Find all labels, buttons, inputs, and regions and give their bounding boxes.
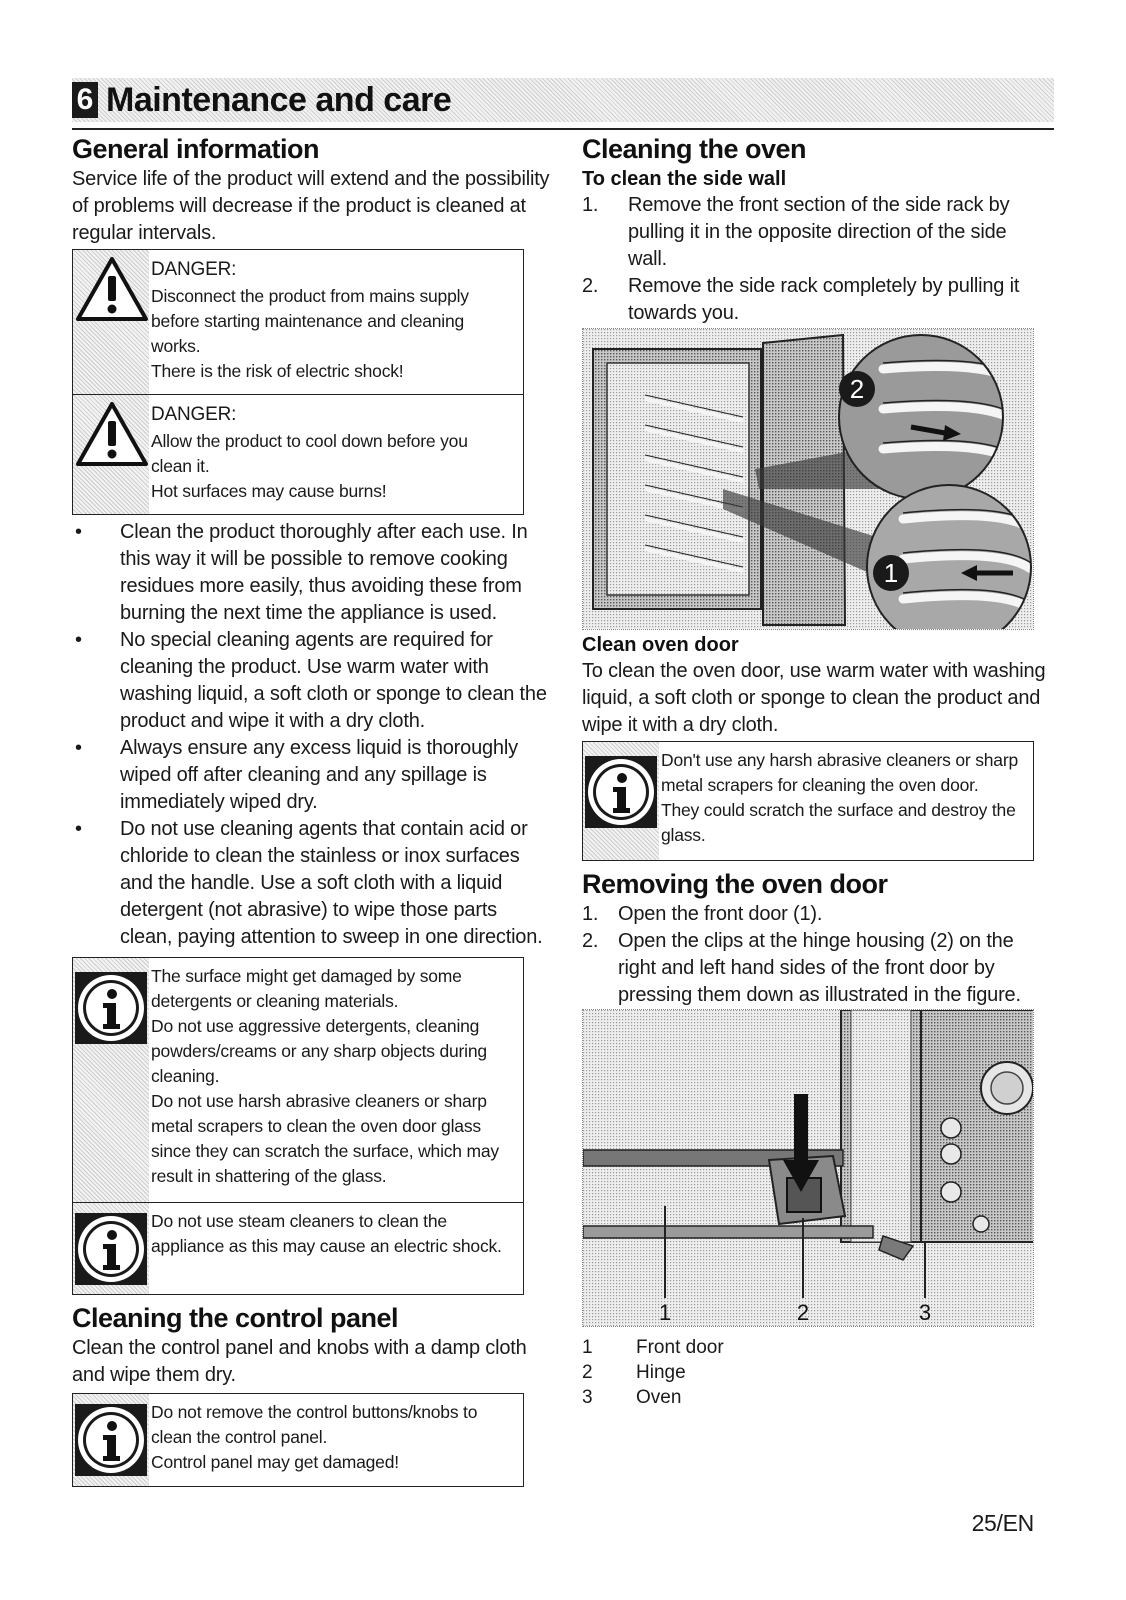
info-text: Do not remove the control buttons/knobs to clean the control panel. Control panel may get damaged!: [151, 1402, 478, 1472]
section-number: 6: [72, 82, 98, 118]
hinge-label-1: 1: [658, 1300, 672, 1325]
list-item: 2. Remove the side rack completely by pulling it towards you.: [582, 275, 1020, 324]
section-title: Maintenance and care: [106, 81, 452, 119]
side-wall-heading: To clean the side wall: [582, 168, 787, 190]
info-text: Do not use steam cleaners to clean the appliance as this may cause an electric shock.: [151, 1211, 502, 1256]
info-notice: [582, 741, 1034, 861]
list-item: 1. Remove the front section of the side rack by pulling it in the opposite direction of the side wall.: [582, 194, 1010, 270]
side-wall-steps: [582, 192, 1048, 327]
danger-text: DANGER: Disconnect the product from mains supply before starting maintenance and cleaning works. There is the risk of electric shock!: [149, 250, 523, 394]
danger-notice: [72, 249, 524, 395]
info-notice: [72, 957, 524, 1203]
control-panel-text: Clean the control panel and knobs with a damp cloth and wipe them dry.: [72, 1337, 527, 1386]
info-text: The surface might get damaged by some detergents or cleaning materials. Do not use aggressive detergents, cleaning powders/creams or any sharp objects during cleaning. Do not use harsh abrasive cleaners or sharp metal scrapers to clean the oven door glass since they can scratch the surface, which may result in shattering of the glass.: [151, 966, 499, 1186]
list-item: • Always ensure any excess liquid is thoroughly wiped off after cleaning and any spillage is immediately wiped dry.: [75, 737, 518, 813]
figure-legend: [582, 1335, 1048, 1410]
general-bullet-list: [72, 519, 550, 951]
side-rack-drawing: [583, 329, 1034, 630]
callout-1: [873, 555, 909, 591]
door-hinge-illustration: [582, 1009, 1034, 1327]
general-intro: Service life of the product will extend and the possibility of problems will decrease if the product is cleaned at regular intervals.: [72, 168, 550, 244]
danger-box-group: [72, 249, 524, 515]
list-item: 1. Open the front door (1).: [582, 903, 823, 925]
clean-oven-door-text: To clean the oven door, use warm water with washing liquid, a soft cloth or sponge to clean the product and wipe it with a dry cloth.: [582, 660, 1046, 736]
page-number: 25/EN: [971, 1510, 1034, 1536]
info-notice: [72, 1393, 524, 1487]
legend-row: 2 Hinge: [582, 1362, 686, 1383]
general-information-heading: General information: [72, 134, 320, 164]
info-icon: [73, 1394, 149, 1486]
section-banner: [72, 78, 1054, 122]
banner-divider: [72, 128, 1054, 130]
info-box-group: [72, 957, 524, 1295]
info-text: Don't use any harsh abrasive cleaners or sharp metal scrapers for cleaning the oven door. They could scratch the surface and destroy the glass.: [661, 750, 1018, 845]
danger-title: DANGER:: [151, 259, 237, 280]
legend-row: 1 Front door: [582, 1337, 724, 1358]
danger-title: DANGER:: [151, 404, 237, 425]
info-icon: [583, 742, 659, 860]
list-item: • Clean the product thoroughly after each use. In this way it will be possible to remove cooking residues more easily, thus avoiding these from burning the next time the appliance is used.: [75, 521, 528, 624]
side-rack-illustration: [582, 328, 1034, 630]
hinge-label-3: 3: [918, 1300, 932, 1325]
removing-oven-door-heading: Removing the oven door: [582, 869, 888, 899]
list-item: • Do not use cleaning agents that contain acid or chloride to clean the stainless or inox surfaces and the handle. Use a soft cloth with a liquid detergent (not abrasive) to wipe those parts clean, paying attention to sweep in one direction.: [75, 818, 543, 948]
list-item: • No special cleaning agents are required for cleaning the product. Use warm water with washing liquid, a soft cloth or sponge to clean the product and wipe it with a dry cloth.: [75, 629, 547, 732]
control-panel-heading: Cleaning the control panel: [72, 1303, 399, 1333]
door-hinge-drawing: [583, 1010, 1034, 1327]
info-icon: [73, 958, 149, 1202]
danger-notice: [72, 395, 524, 515]
svg-text:2: 2: [849, 374, 865, 404]
hinge-label-2: 2: [796, 1300, 810, 1325]
clean-oven-door-heading: Clean oven door: [582, 634, 739, 656]
removing-door-steps: [582, 901, 1048, 1009]
right-column: [582, 132, 1048, 1410]
danger-text: DANGER: Allow the product to cool down before you clean it. Hot surfaces may cause burns!: [149, 395, 523, 514]
svg-text:1: 1: [883, 558, 899, 588]
cleaning-oven-heading: Cleaning the oven: [582, 134, 807, 164]
callout-2: [839, 371, 875, 407]
info-icon: [73, 1203, 149, 1294]
list-item: 2. Open the clips at the hinge housing (2) on the right and left hand sides of the front door by pressing them down as illustrated in the figure.: [582, 930, 1021, 1006]
info-notice: [72, 1203, 524, 1295]
legend-row: 3 Oven: [582, 1387, 682, 1408]
warning-icon: [73, 250, 149, 394]
warning-icon: [73, 395, 149, 514]
left-column: [72, 132, 550, 1487]
